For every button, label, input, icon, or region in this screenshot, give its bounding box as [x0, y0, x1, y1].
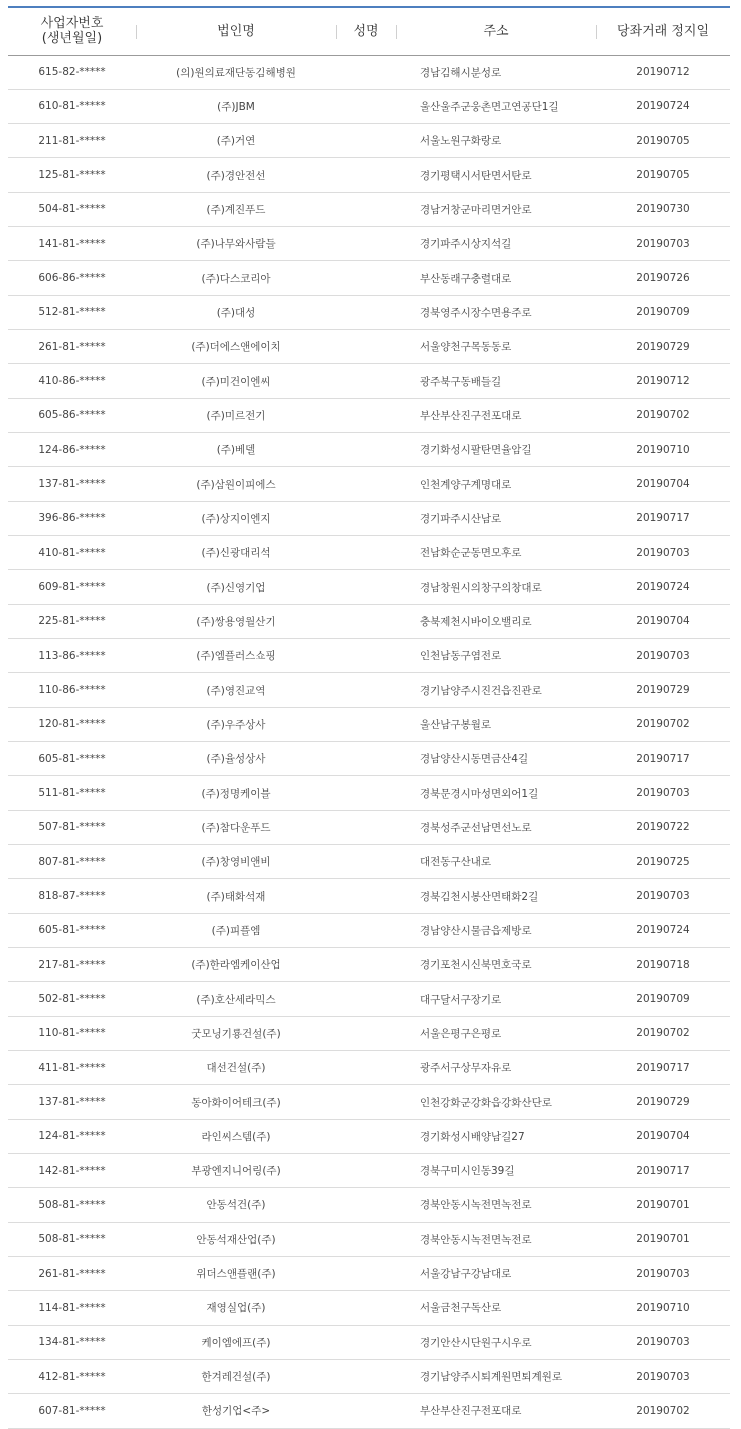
table-row [8, 742, 730, 776]
biz-number-cell: 120-81-***** [8, 707, 136, 741]
suspension-date-cell: 20190702 [596, 398, 730, 432]
corp-name-cell: (주)영진교역 [136, 673, 336, 707]
corp-name-cell: (주)우주상사 [136, 707, 336, 741]
table-row [8, 913, 730, 947]
corp-name-cell: (주)미르전기 [136, 398, 336, 432]
suspension-date-cell: 20190705 [596, 158, 730, 192]
table-row [8, 1154, 730, 1188]
suspension-date-cell: 20190709 [596, 295, 730, 329]
header-separator [396, 25, 397, 39]
suspension-date-cell: 20190703 [596, 227, 730, 261]
person-name-cell [336, 913, 396, 947]
person-name-cell [336, 810, 396, 844]
person-name-cell [336, 364, 396, 398]
person-name-cell [336, 501, 396, 535]
person-name-cell [336, 776, 396, 810]
table-row [8, 1051, 730, 1085]
table-row [8, 467, 730, 501]
table-row [8, 776, 730, 810]
address-cell: 서울노원구화랑로 [396, 124, 596, 158]
header-addr [396, 7, 596, 55]
address-cell: 인천계양구계명대로 [396, 467, 596, 501]
corp-name-cell: 위더스앤플랜(주) [136, 1256, 336, 1290]
header-date-label: 당좌거래 정지일 [616, 23, 710, 39]
address-cell: 경기포천시신북면호국로 [396, 948, 596, 982]
suspension-date-cell: 20190703 [596, 1359, 730, 1393]
header-row [8, 7, 730, 55]
address-cell: 부산동래구충렬대로 [396, 261, 596, 295]
header-separator [136, 25, 137, 39]
table-row [8, 398, 730, 432]
address-cell: 부산부산진구전포대로 [396, 398, 596, 432]
biz-number-cell: 261-81-***** [8, 330, 136, 364]
corp-name-cell: 한겨레건설(주) [136, 1359, 336, 1393]
corp-name-cell: (주)거연 [136, 124, 336, 158]
person-name-cell [336, 1016, 396, 1050]
person-name-cell [336, 330, 396, 364]
person-name-cell [336, 158, 396, 192]
person-name-cell [336, 295, 396, 329]
biz-number-cell: 610-81-***** [8, 89, 136, 123]
biz-number-cell: 412-81-***** [8, 1359, 136, 1393]
corp-name-cell: 한성기업<주> [136, 1394, 336, 1428]
address-cell: 충북제천시바이오밸리로 [396, 604, 596, 638]
address-cell: 경남창원시의창구의창대로 [396, 570, 596, 604]
suspension-date-cell: 20190703 [596, 1256, 730, 1290]
table-row [8, 673, 730, 707]
corp-name-cell: 재영실업(주) [136, 1291, 336, 1325]
header-addr-label: 주소 [483, 23, 509, 39]
suspension-date-cell: 20190725 [596, 845, 730, 879]
table-row [8, 604, 730, 638]
suspension-date-cell: 20190726 [596, 261, 730, 295]
header-corp [136, 7, 336, 55]
suspension-date-cell: 20190717 [596, 1154, 730, 1188]
biz-number-cell: 134-81-***** [8, 1325, 136, 1359]
table-row [8, 89, 730, 123]
address-cell: 경기남양주시퇴계원면퇴계원로 [396, 1359, 596, 1393]
person-name-cell [336, 1359, 396, 1393]
corp-name-cell: (주)경안전선 [136, 158, 336, 192]
table-body [8, 55, 730, 1428]
corp-name-cell: (주)율성상사 [136, 742, 336, 776]
biz-number-cell: 609-81-***** [8, 570, 136, 604]
biz-number-cell: 511-81-***** [8, 776, 136, 810]
suspension-date-cell: 20190710 [596, 1291, 730, 1325]
person-name-cell [336, 261, 396, 295]
person-name-cell [336, 1051, 396, 1085]
table-row [8, 1291, 730, 1325]
corp-name-cell: (주)미건이엔씨 [136, 364, 336, 398]
person-name-cell [336, 982, 396, 1016]
table-row [8, 192, 730, 226]
suspension-date-cell: 20190703 [596, 776, 730, 810]
person-name-cell [336, 604, 396, 638]
person-name-cell [336, 948, 396, 982]
person-name-cell [336, 1085, 396, 1119]
address-cell: 서울강남구강남대로 [396, 1256, 596, 1290]
corp-name-cell: 라인씨스템(주) [136, 1119, 336, 1153]
table-row [8, 261, 730, 295]
biz-number-cell: 807-81-***** [8, 845, 136, 879]
person-name-cell [336, 845, 396, 879]
table-row [8, 1394, 730, 1428]
person-name-cell [336, 55, 396, 89]
address-cell: 경기화성시배양남길27 [396, 1119, 596, 1153]
header-biz-no-line2: (생년월일) [41, 31, 103, 47]
address-cell: 경북문경시마성면외어1길 [396, 776, 596, 810]
suspension-date-cell: 20190703 [596, 879, 730, 913]
person-name-cell [336, 89, 396, 123]
table-row [8, 1222, 730, 1256]
person-name-cell [336, 467, 396, 501]
corp-name-cell: (주)신광대리석 [136, 536, 336, 570]
person-name-cell [336, 639, 396, 673]
corp-name-cell: (주)한라엠케이산업 [136, 948, 336, 982]
corp-name-cell: 부광엔지니어링(주) [136, 1154, 336, 1188]
suspension-date-cell: 20190704 [596, 604, 730, 638]
person-name-cell [336, 124, 396, 158]
suspension-date-cell: 20190702 [596, 707, 730, 741]
person-name-cell [336, 536, 396, 570]
table-row [8, 433, 730, 467]
address-cell: 경북성주군선남면선노로 [396, 810, 596, 844]
corp-name-cell: (주)피플엠 [136, 913, 336, 947]
suspension-table [8, 6, 730, 1429]
address-cell: 대전동구산내로 [396, 845, 596, 879]
biz-number-cell: 113-86-***** [8, 639, 136, 673]
table-row [8, 1256, 730, 1290]
table-row [8, 536, 730, 570]
table-row [8, 55, 730, 89]
address-cell: 광주서구상무자유로 [396, 1051, 596, 1085]
suspension-date-cell: 20190701 [596, 1222, 730, 1256]
biz-number-cell: 125-81-***** [8, 158, 136, 192]
suspension-date-cell: 20190704 [596, 1119, 730, 1153]
address-cell: 경기안산시단원구시우로 [396, 1325, 596, 1359]
header-name-label: 성명 [353, 23, 379, 39]
address-cell: 전남화순군동면모후로 [396, 536, 596, 570]
address-cell: 경남거창군마리면거안로 [396, 192, 596, 226]
person-name-cell [336, 227, 396, 261]
corp-name-cell: (주)호산세라믹스 [136, 982, 336, 1016]
person-name-cell [336, 433, 396, 467]
suspension-date-cell: 20190718 [596, 948, 730, 982]
address-cell: 광주북구동배들길 [396, 364, 596, 398]
biz-number-cell: 410-81-***** [8, 536, 136, 570]
biz-number-cell: 410-86-***** [8, 364, 136, 398]
corp-name-cell: 대선건설(주) [136, 1051, 336, 1085]
suspension-date-cell: 20190729 [596, 330, 730, 364]
person-name-cell [336, 879, 396, 913]
biz-number-cell: 411-81-***** [8, 1051, 136, 1085]
suspension-date-cell: 20190724 [596, 570, 730, 604]
suspension-date-cell: 20190724 [596, 89, 730, 123]
corp-name-cell: (주)엠플러스쇼핑 [136, 639, 336, 673]
address-cell: 경북영주시장수면용주로 [396, 295, 596, 329]
biz-number-cell: 137-81-***** [8, 1085, 136, 1119]
address-cell: 경남양산시물금읍제방로 [396, 913, 596, 947]
table-row [8, 364, 730, 398]
biz-number-cell: 137-81-***** [8, 467, 136, 501]
corp-name-cell: (주)상지이엔지 [136, 501, 336, 535]
biz-number-cell: 615-82-***** [8, 55, 136, 89]
address-cell: 경기파주시산남로 [396, 501, 596, 535]
address-cell: 경기파주시상지석길 [396, 227, 596, 261]
person-name-cell [336, 1325, 396, 1359]
corp-name-cell: (주)쌍용영월산기 [136, 604, 336, 638]
suspension-date-cell: 20190722 [596, 810, 730, 844]
corp-name-cell: 굿모닝기룡건설(주) [136, 1016, 336, 1050]
table-row [8, 948, 730, 982]
suspension-date-cell: 20190724 [596, 913, 730, 947]
suspension-date-cell: 20190710 [596, 433, 730, 467]
corp-name-cell: (의)원의료재단동김해병원 [136, 55, 336, 89]
person-name-cell [336, 1119, 396, 1153]
address-cell: 울산울주군웅촌면고연공단1길 [396, 89, 596, 123]
corp-name-cell: (주)대성 [136, 295, 336, 329]
biz-number-cell: 217-81-***** [8, 948, 136, 982]
suspension-date-cell: 20190703 [596, 639, 730, 673]
table-row [8, 227, 730, 261]
corp-name-cell: 동아화이어테크(주) [136, 1085, 336, 1119]
table-row [8, 845, 730, 879]
corp-name-cell: (주)삼원이피에스 [136, 467, 336, 501]
person-name-cell [336, 673, 396, 707]
biz-number-cell: 605-81-***** [8, 742, 136, 776]
biz-number-cell: 508-81-***** [8, 1188, 136, 1222]
suspension-date-cell: 20190712 [596, 55, 730, 89]
biz-number-cell: 141-81-***** [8, 227, 136, 261]
biz-number-cell: 605-86-***** [8, 398, 136, 432]
address-cell: 서울양천구목동동로 [396, 330, 596, 364]
person-name-cell [336, 1291, 396, 1325]
suspension-date-cell: 20190704 [596, 467, 730, 501]
table-row [8, 1188, 730, 1222]
corp-name-cell: (주)신영기업 [136, 570, 336, 604]
address-cell: 경북김천시봉산면태화2길 [396, 879, 596, 913]
corp-name-cell: 케이엠에프(주) [136, 1325, 336, 1359]
table-row [8, 982, 730, 1016]
suspension-date-cell: 20190701 [596, 1188, 730, 1222]
table-row [8, 639, 730, 673]
table-row [8, 570, 730, 604]
address-cell: 경북구미시인동39길 [396, 1154, 596, 1188]
table-row [8, 295, 730, 329]
biz-number-cell: 504-81-***** [8, 192, 136, 226]
suspension-date-cell: 20190702 [596, 1394, 730, 1428]
address-cell: 경기남양주시진건읍진관로 [396, 673, 596, 707]
corp-name-cell: (주)더에스앤에이치 [136, 330, 336, 364]
biz-number-cell: 507-81-***** [8, 810, 136, 844]
address-cell: 대구달서구장기로 [396, 982, 596, 1016]
biz-number-cell: 225-81-***** [8, 604, 136, 638]
address-cell: 경기평택시서탄면서탄로 [396, 158, 596, 192]
table-row [8, 158, 730, 192]
person-name-cell [336, 1188, 396, 1222]
address-cell: 서울금천구독산로 [396, 1291, 596, 1325]
table-row [8, 1085, 730, 1119]
biz-number-cell: 606-86-***** [8, 261, 136, 295]
biz-number-cell: 396-86-***** [8, 501, 136, 535]
address-cell: 경남김해시분성로 [396, 55, 596, 89]
suspension-date-cell: 20190730 [596, 192, 730, 226]
suspension-date-cell: 20190705 [596, 124, 730, 158]
biz-number-cell: 607-81-***** [8, 1394, 136, 1428]
address-cell: 부산부산진구전포대로 [396, 1394, 596, 1428]
suspension-date-cell: 20190709 [596, 982, 730, 1016]
biz-number-cell: 512-81-***** [8, 295, 136, 329]
corp-name-cell: (주)계진푸드 [136, 192, 336, 226]
header-separator [336, 25, 337, 39]
person-name-cell [336, 398, 396, 432]
table-row [8, 810, 730, 844]
table-row [8, 879, 730, 913]
table-row [8, 707, 730, 741]
header-date [596, 7, 730, 55]
header-name [336, 7, 396, 55]
address-cell: 서울은평구은평로 [396, 1016, 596, 1050]
corp-name-cell: (주)참다운푸드 [136, 810, 336, 844]
address-cell: 경북안동시녹전면녹전로 [396, 1188, 596, 1222]
table-row [8, 124, 730, 158]
suspension-date-cell: 20190712 [596, 364, 730, 398]
table-row [8, 1016, 730, 1050]
address-cell: 인천남동구염전로 [396, 639, 596, 673]
suspension-date-cell: 20190703 [596, 536, 730, 570]
person-name-cell [336, 570, 396, 604]
suspension-date-cell: 20190717 [596, 501, 730, 535]
address-cell: 경기화성시팔탄면율암길 [396, 433, 596, 467]
biz-number-cell: 211-81-***** [8, 124, 136, 158]
biz-number-cell: 605-81-***** [8, 913, 136, 947]
table-row [8, 1119, 730, 1153]
suspension-date-cell: 20190717 [596, 742, 730, 776]
address-cell: 경남양산시동면금산4길 [396, 742, 596, 776]
person-name-cell [336, 1222, 396, 1256]
suspension-date-cell: 20190702 [596, 1016, 730, 1050]
corp-name-cell: (주)정명케이블 [136, 776, 336, 810]
table-row [8, 330, 730, 364]
biz-number-cell: 124-86-***** [8, 433, 136, 467]
header-biz-no-line1: 사업자번호 [40, 16, 104, 32]
header-biz-no [8, 7, 136, 55]
corp-name-cell: (주)나무와사람들 [136, 227, 336, 261]
header-separator [596, 25, 597, 39]
address-cell: 울산남구봉월로 [396, 707, 596, 741]
corp-name-cell: (주)JBM [136, 89, 336, 123]
header-corp-label: 법인명 [217, 23, 255, 39]
biz-number-cell: 124-81-***** [8, 1119, 136, 1153]
biz-number-cell: 261-81-***** [8, 1256, 136, 1290]
suspension-date-cell: 20190729 [596, 673, 730, 707]
table-row [8, 501, 730, 535]
suspension-date-cell: 20190717 [596, 1051, 730, 1085]
corp-name-cell: (주)베델 [136, 433, 336, 467]
person-name-cell [336, 192, 396, 226]
corp-name-cell: (주)태화석재 [136, 879, 336, 913]
biz-number-cell: 508-81-***** [8, 1222, 136, 1256]
table-row [8, 1325, 730, 1359]
person-name-cell [336, 1154, 396, 1188]
person-name-cell [336, 1394, 396, 1428]
person-name-cell [336, 707, 396, 741]
biz-number-cell: 110-81-***** [8, 1016, 136, 1050]
corp-name-cell: 안동석건(주) [136, 1188, 336, 1222]
person-name-cell [336, 1256, 396, 1290]
biz-number-cell: 142-81-***** [8, 1154, 136, 1188]
biz-number-cell: 114-81-***** [8, 1291, 136, 1325]
biz-number-cell: 110-86-***** [8, 673, 136, 707]
biz-number-cell: 818-87-***** [8, 879, 136, 913]
suspension-date-cell: 20190729 [596, 1085, 730, 1119]
corp-name-cell: 안동석재산업(주) [136, 1222, 336, 1256]
table-row [8, 1359, 730, 1393]
address-cell: 인천강화군강화읍강화산단로 [396, 1085, 596, 1119]
biz-number-cell: 502-81-***** [8, 982, 136, 1016]
corp-name-cell: (주)창영비앤비 [136, 845, 336, 879]
address-cell: 경북안동시녹전면녹전로 [396, 1222, 596, 1256]
corp-name-cell: (주)다스코리아 [136, 261, 336, 295]
person-name-cell [336, 742, 396, 776]
suspension-date-cell: 20190703 [596, 1325, 730, 1359]
